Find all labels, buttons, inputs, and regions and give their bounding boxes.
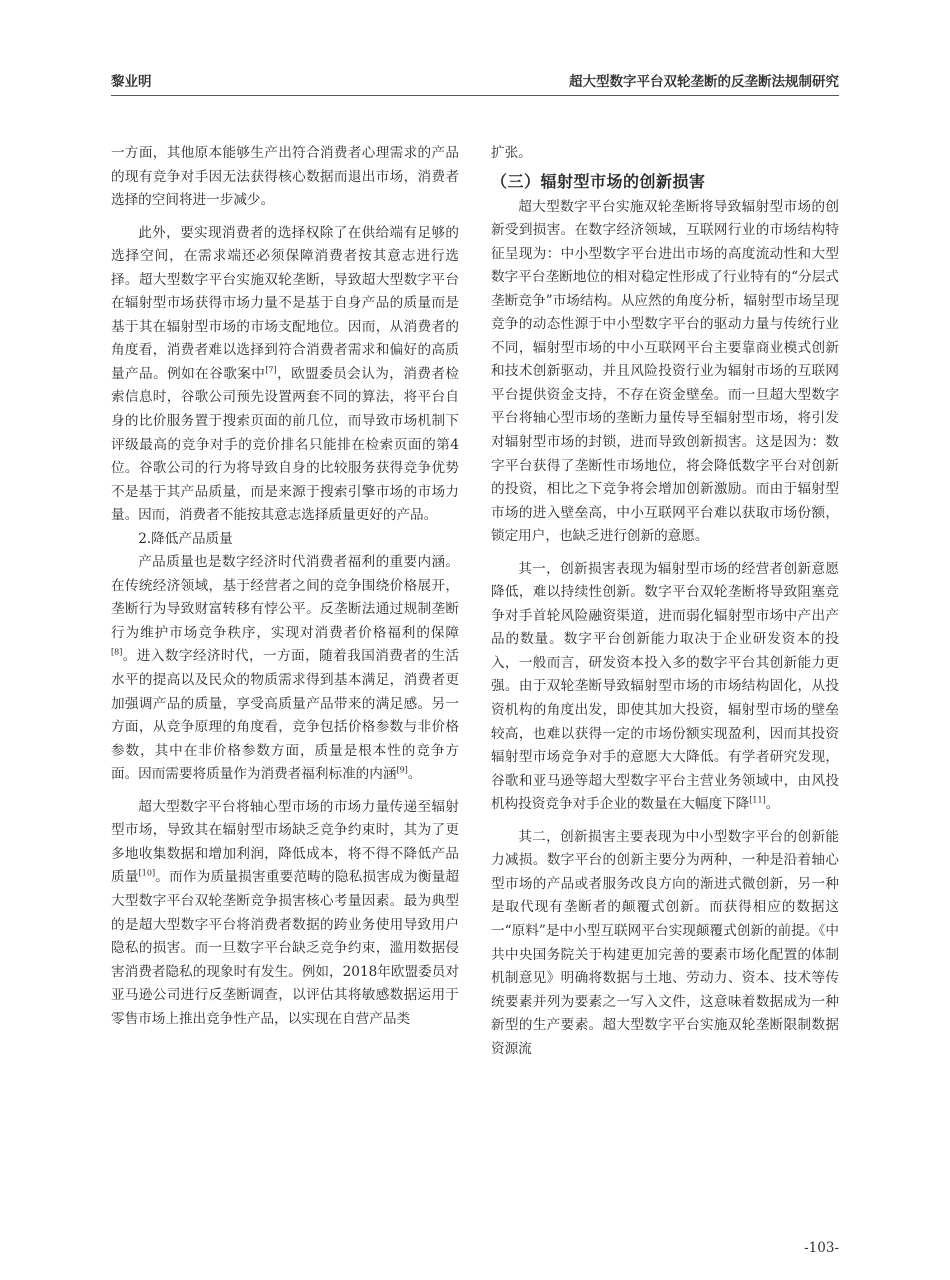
paragraph [111, 551, 459, 786]
citation: [8] [111, 647, 123, 657]
page-number: -103- [804, 1240, 839, 1256]
paragraph: 超大型数字平台实施双轮垄断将导致辐射型市场的创新受到损害。在数字经济领域，互联网行业的市场结构特征呈现为：中小型数字平台进出市场的高度流动性和大型数字平台垄断地位的相对稳定性形成了行业特有的“分层式垄断竞争”市场结构。从应然的角度分析，辐射型市场呈现竞争的动态性源于中小型数字平台的驱动力量与传统行业不同，辐射型市场的中小互联网平台主要靠商业模式创新和技术创新驱动，并且风险投资行业为辐射市场的互联网平台提供资金支持，不存在资金壁垒。而一旦超大型数字平台将轴心型市场的垄断力量传导至辐射型市场，将引发对辐射型市场的封锁，进而导致创新损害。这是因为：数字平台获得了垄断性市场地位，将会降低数字平台对创新的投资，相比之下竞争将会增加创新激励。而由于辐射型市场的进入壁垒高，中小互联网平台难以获取市场份额，锁定用户，也缺乏进行创新的意愿。 [491, 198, 839, 545]
paragraph-text: 。 [765, 796, 780, 813]
paragraph: 扩张。 [491, 145, 532, 161]
paragraph-text: 此外，要实现消费者的选择权除了在供给端有足够的选择空间，在需求端还必须保障消费者按其意志进行选择。超大型数字平台实施双轮垄断，导致超大型数字平台在辐射型市场获得市场力量不是基于自身产品的质量而是基于其在辐射型市场的市场支配地位。因而，从消费者的角度看，消费者难以选择到符合消费者需求和偏好的高质量产品。例如在谷歌案中 [111, 224, 459, 382]
header-author: 黎业明 [111, 74, 152, 90]
left-column [111, 142, 459, 1031]
header-rule [111, 95, 839, 96]
paragraph-text: 超大型数字平台将轴心型市场的市场力量传递至辐射型市场，导致其在辐射型市场缺乏竞争约束时，其为了更多地收集数据和增加利润，降低成本，将不得不降低产品质量 [111, 798, 459, 886]
paragraph [491, 558, 839, 817]
paragraph-text: ，欧盟委员会认为，消费者检索信息时，谷歌公司预先设置两套不同的算法，将平台自身的比价服务置于搜索页面的前几位，而导致市场机制下评级最高的竞争对手的竞价排名只能排在检索页面的第4位。谷歌公司的行为将导致自身的比较服务获得竞争优势不是基于其产品质量，而是来源于搜索引擎市场的市场力量。因而，消费者不能按其意志选择质量更好的产品。 [111, 365, 460, 524]
paragraph [111, 222, 459, 528]
paragraph-text: 。进入数字经济时代，一方面，随着我国消费者的生活水平的提高以及民众的物质需求得到基本满足，消费者更加强调产品的质量，享受高质量产品带来的满足感。另一方面，从竞争原理的角度看，竞争包括价格参数与非价格参数，其中在非价格参数方面，质量是根本性的竞争方面。因而需要将质量作为消费者福利标准的内涵 [111, 648, 459, 783]
citation: [7] [265, 365, 277, 375]
paragraph: 一方面，其他原本能够生产出符合消费者心理需求的产品的现有竞争对手因无法获得核心数据而退出市场，消费者选择的空间将进一步减少。 [111, 145, 459, 209]
paragraph [111, 796, 459, 1031]
citation: [9] [396, 765, 408, 775]
paragraph-text: 。 [407, 766, 422, 783]
paragraph-text: 。而作为质量损害重要范畴的隐私损害成为衡量超大型数字平台双轮垄断竞争损害核心考量因素。最为典型的是超大型数字平台将消费者数据的跨业务使用导致用户隐私的损害。而一旦数字平台缺乏竞争约束，滥用数据侵害消费者隐私的现象时有发生。例如，2018年欧盟委员对亚马逊公司进行反垄断调查，以评估其将敏感数据运用于零售市场上推出竞争性产品，以实现在自营产品类 [111, 869, 460, 1027]
paragraph-text: 产品质量也是数字经济时代消费者福利的重要内涵。在传统经济领域，基于经营者之间的竞争围绕价格展开，垄断行为导致财富转移有悖公平。反垄断法通过规制垄断行为维护市场竞争秩序，实现对消费者价格福利的保障 [111, 554, 459, 641]
citation: [11] [749, 795, 766, 805]
paragraph: 其二，创新损害主要表现为中小型数字平台的创新能力减损。数字平台的创新主要分为两种，一种是沿着轴心型市场的产品或者服务改良方向的渐进式微创新，另一种是取代现有垄断者的颠覆式创新。而获得相应的数据这一“原料”是中小型互联网平台实现颠覆式创新的前提。《中共中央国务院关于构建更加完善的要素市场化配置的体制机制意见》明确将数据与土地、劳动力、资本、技术等传统要素并列为要素之一写入文件，这意味着数据成为一种新型的生产要素。超大型数字平台实施双轮垄断限制数据资源流 [491, 828, 839, 1057]
running-header [111, 70, 839, 92]
section-heading: （三）辐射型市场的创新损害 [491, 171, 706, 191]
subheading: 2.降低产品质量 [138, 530, 233, 547]
right-column [491, 142, 839, 1061]
citation: [10] [138, 868, 156, 878]
paragraph-text: 其一，创新损害表现为辐射型市场的经营者创新意愿降低，难以持续性创新。数字平台双轮垄断将导致阻塞竞争对手首轮风险融资渠道，进而弱化辐射型市场中产出产品的数量。数字平台创新能力取决于企业研发资本的投入，一般而言，研发资本投入多的数字平台其创新能力更强。由于双轮垄断导致辐射型市场的市场结构固化，从投资机构的角度出发，即使其加大投资，辐射型市场的壁垒较高，也难以获得一定的市场份额实现盈利，因而其投资辐射型市场竞争对手的意愿大大降低。有学者研究发现，谷歌和亚马逊等超大型数字平台主营业务领域中，由风投机构投资竞争对手企业的数量在大幅度下降 [491, 560, 839, 813]
header-title: 超大型数字平台双轮垄断的反垄断法规制研究 [569, 74, 839, 90]
